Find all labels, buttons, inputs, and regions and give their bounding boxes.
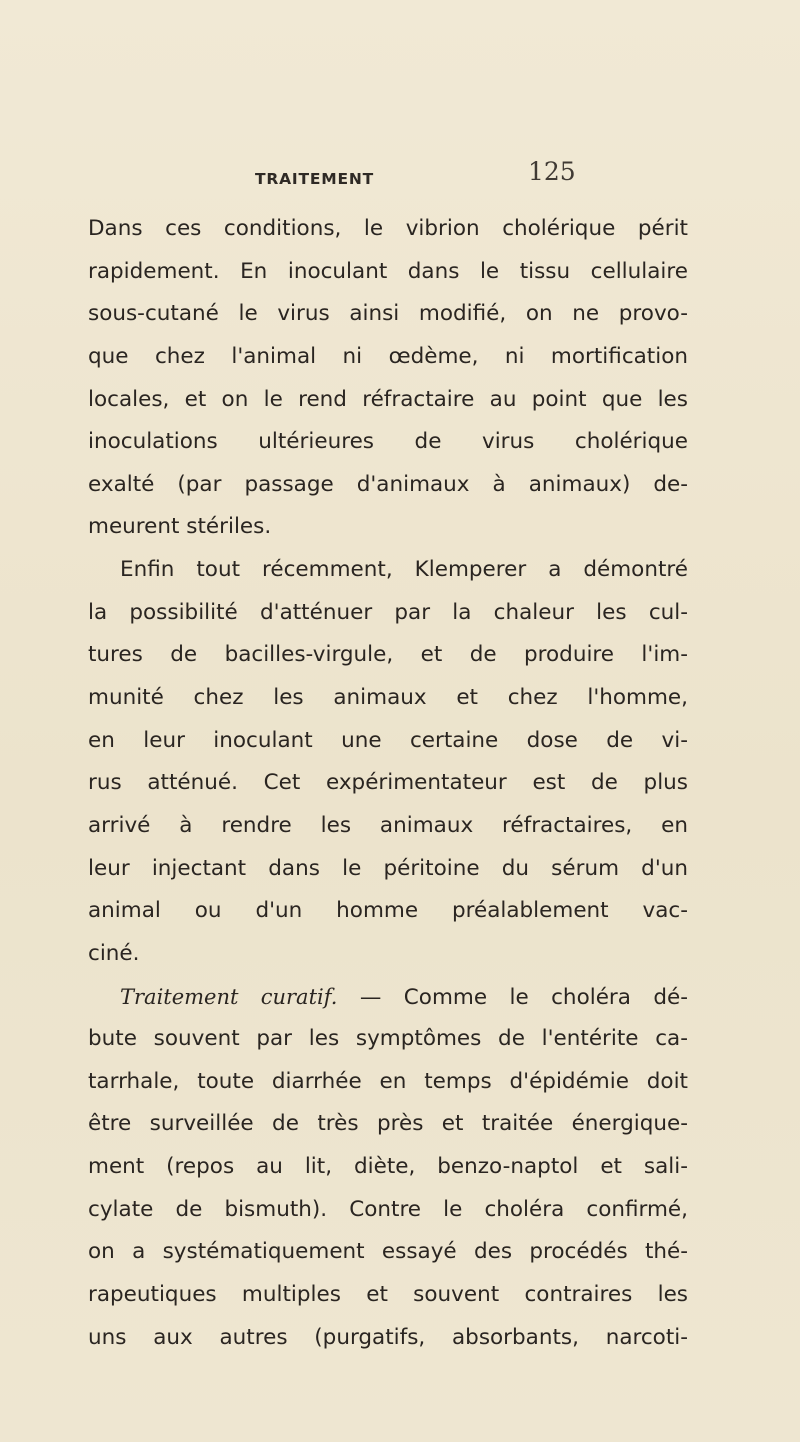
text-line: tures de bacilles-virgule, et de produire l'im- bbox=[88, 642, 688, 668]
text-line: rapidement. En inoculant dans le tissu cellulaire bbox=[88, 258, 688, 284]
text-line: ment (repos au lit, diète, benzo-naptol et sali- bbox=[88, 1154, 688, 1180]
body-text bbox=[88, 208, 688, 1359]
text-line bbox=[88, 976, 688, 1019]
text-line: rus atténué. Cet expérimentateur est de plus bbox=[88, 770, 688, 796]
text-line: exalté (par passage d'animaux à animaux) de- bbox=[88, 471, 688, 497]
text-line: Enfin tout récemment, Klemperer a démontré bbox=[120, 557, 688, 583]
page-number: 125 bbox=[528, 157, 576, 186]
text-line: Dans ces conditions, le vibrion cholérique périt bbox=[88, 216, 688, 241]
text-line: cylate de bismuth). Contre le choléra confirmé, bbox=[88, 1196, 688, 1222]
text-line: inoculations ultérieures de virus cholérique bbox=[88, 429, 688, 455]
text-line: bute souvent par les symptômes de l'entérite ca- bbox=[88, 1026, 688, 1052]
text-line: la possibilité d'atténuer par la chaleur les cul- bbox=[88, 599, 688, 625]
text-fragment: — Comme le choléra dé- bbox=[337, 984, 688, 1010]
text-line: leur injectant dans le péritoine du sérum d'un bbox=[88, 855, 688, 881]
text-line: animal ou d'un homme préalablement vac- bbox=[88, 898, 688, 924]
text-line: être surveillée de très près et traitée énergique- bbox=[88, 1111, 688, 1137]
text-line: en leur inoculant une certaine dose de vi- bbox=[88, 727, 688, 753]
text-line: tarrhale, toute diarrhée en temps d'épidémie doit bbox=[88, 1068, 688, 1094]
text-line: meurent stériles. bbox=[88, 514, 272, 540]
text-line: munité chez les animaux et chez l'homme, bbox=[88, 685, 688, 711]
text-line: ciné. bbox=[88, 940, 140, 966]
text-line: arrivé à rendre les animaux réfractaires, en bbox=[88, 812, 688, 838]
text-line: uns aux autres (purgatifs, absorbants, narcoti- bbox=[88, 1324, 688, 1350]
text-line: que chez l'animal ni œdème, ni mortification bbox=[88, 343, 688, 369]
section-heading: Traitement curatif. bbox=[120, 984, 338, 1009]
text-line: rapeutiques multiples et souvent contraires les bbox=[88, 1282, 688, 1308]
text-line: locales, et on le rend réfractaire au point que les bbox=[88, 386, 688, 412]
running-head-title: TRAITEMENT bbox=[255, 170, 374, 188]
text-line: sous-cutané le virus ainsi modifié, on ne provo- bbox=[88, 301, 688, 327]
text-line: on a systématiquement essayé des procédés thé- bbox=[88, 1239, 688, 1265]
